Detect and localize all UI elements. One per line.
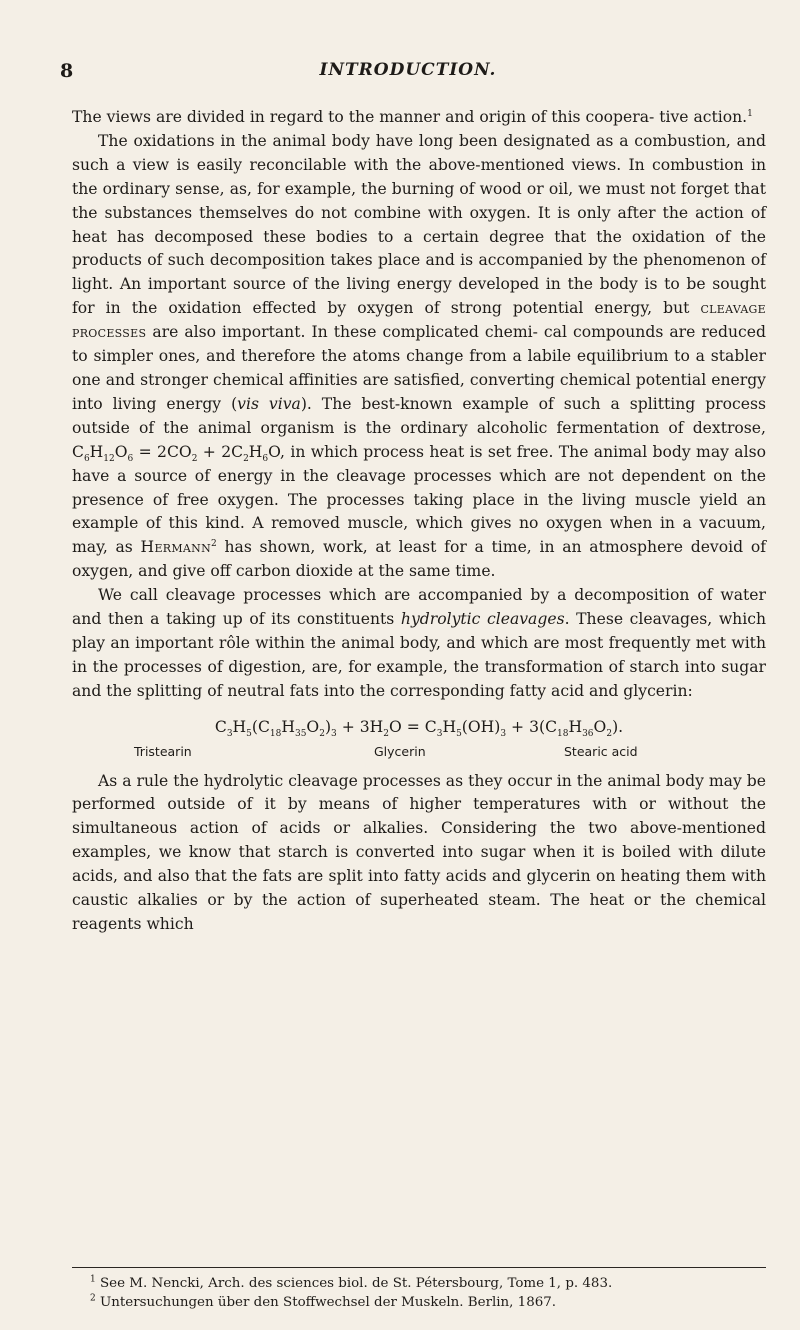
- page-number: 8: [60, 60, 74, 82]
- footnote-ref-1: 1: [747, 108, 753, 119]
- p2-text-c: ). The best-known example of such a splitting process outside of the animal organism is the ordinary alcoholic fermentation of dextrose,: [72, 394, 766, 437]
- p3-text-a: We call cleavage processes which are accompanied by a decomposition of water and then a taking up of its constituents: [72, 586, 766, 629]
- p3-text-b: . These cleavages, which play an important rôle within the animal body, and which are most frequently met with in the processes of digestion, are, for example, the transformation of starch into sugar and the splitting of neutral fats into the corresponding fatty acid and glycerin:: [72, 610, 766, 700]
- fermentation-formula: $C_6H_{12}O_6 = 2CO_2 + 2C_2H_6O$: [72, 442, 281, 464]
- p2-text-b: are also important. In these complicated chemi- cal compounds are reduced to simpler ones, and therefore the atoms change from a labile equilibrium to a stabler one and stronger chemical affinities are satisfied, converting chemical potential energy into living energy (: [72, 323, 766, 413]
- running-title: INTRODUCTION.: [319, 60, 497, 80]
- page-header: [46, 60, 770, 84]
- cleavage-processes-term: cleavage processes: [72, 299, 766, 342]
- paragraph-1-text: The views are divided in regard to the manner and origin of this coopera- tive action.: [72, 108, 748, 126]
- footnotes: [90, 1274, 766, 1312]
- paragraph-4: As a rule the hydrolytic cleavage processes as they occur in the animal body may be performed outside of it by means of higher temperatures with or without the simultaneous action of acids or alkalies. Considering the two above-mentioned examples, we know that starch is converted into sugar when it is boiled with dilute acids, and also that the fats are split into fatty acids and glycerin on heating them with caustic alkalies or by the action of superheated steam. The heat or the chemical reagents which: [72, 771, 766, 933]
- paragraph-3: [72, 584, 766, 704]
- label-glycerin: Glycerin: [374, 743, 426, 759]
- paragraph-1: [72, 106, 766, 130]
- footnote-1: $^1$ See M. Nencki, Arch. des sciences biol. de St. Pétersbourg, Tome 1, p. 483.: [90, 1274, 613, 1291]
- label-stearic-acid: Stearic acid: [564, 743, 638, 759]
- footnote-ref-2: 2: [211, 539, 217, 550]
- hermann-name: Hermann: [140, 538, 212, 557]
- footnote-2: $^2$ Untersuchungen über den Stoffwechsel der Muskeln. Berlin, 1867.: [90, 1293, 557, 1310]
- equation-labels: [72, 740, 766, 760]
- footnote-divider: [72, 1267, 766, 1268]
- vis-viva-term: vis viva: [237, 394, 301, 413]
- hydrolytic-cleavages-term: hydrolytic cleavages: [400, 610, 565, 629]
- hydrolysis-equation: $C_3H_5(C_{18}H_{35}O_2)_3 + 3H_2O = C_3H_5(OH)_3 + 3(C_{18}H_{36}O_2)$.: [214, 717, 624, 739]
- p2-text-d: , in which process heat is set free. The animal body may also have a source of energy in the cleavage processes which are not dependent on the presence of free oxygen. The processes taking place in the living muscle yield an example of this kind. A removed muscle, which gives no oxygen when in a vacuum, may, as: [72, 442, 766, 557]
- p2-text-a: The oxidations in the animal body have long been designated as a combustion, and such a view is easily reconcilable with the above-mentioned views. In combustion in the ordinary sense, as, for example, the burning of wood or oil, we must not forget that the substances themselves do not combine with oxygen. It is only after the action of heat has decomposed these bodies to a certain degree that the oxidation of the products of such decomposition takes place and is accompanied by the phenomenon of light. An important source of the living energy developed in the body is to be sought for in the oxidation effected by oxygen of strong potential energy, but: [72, 131, 766, 318]
- body-text: [72, 106, 766, 937]
- paragraph-2: [72, 130, 766, 584]
- p2-text-e: has shown, work, at least for a time, in an atmosphere devoid of oxygen, and give off carbon dioxide at the same time.: [72, 538, 766, 581]
- label-tristearin: Tristearin: [134, 743, 192, 759]
